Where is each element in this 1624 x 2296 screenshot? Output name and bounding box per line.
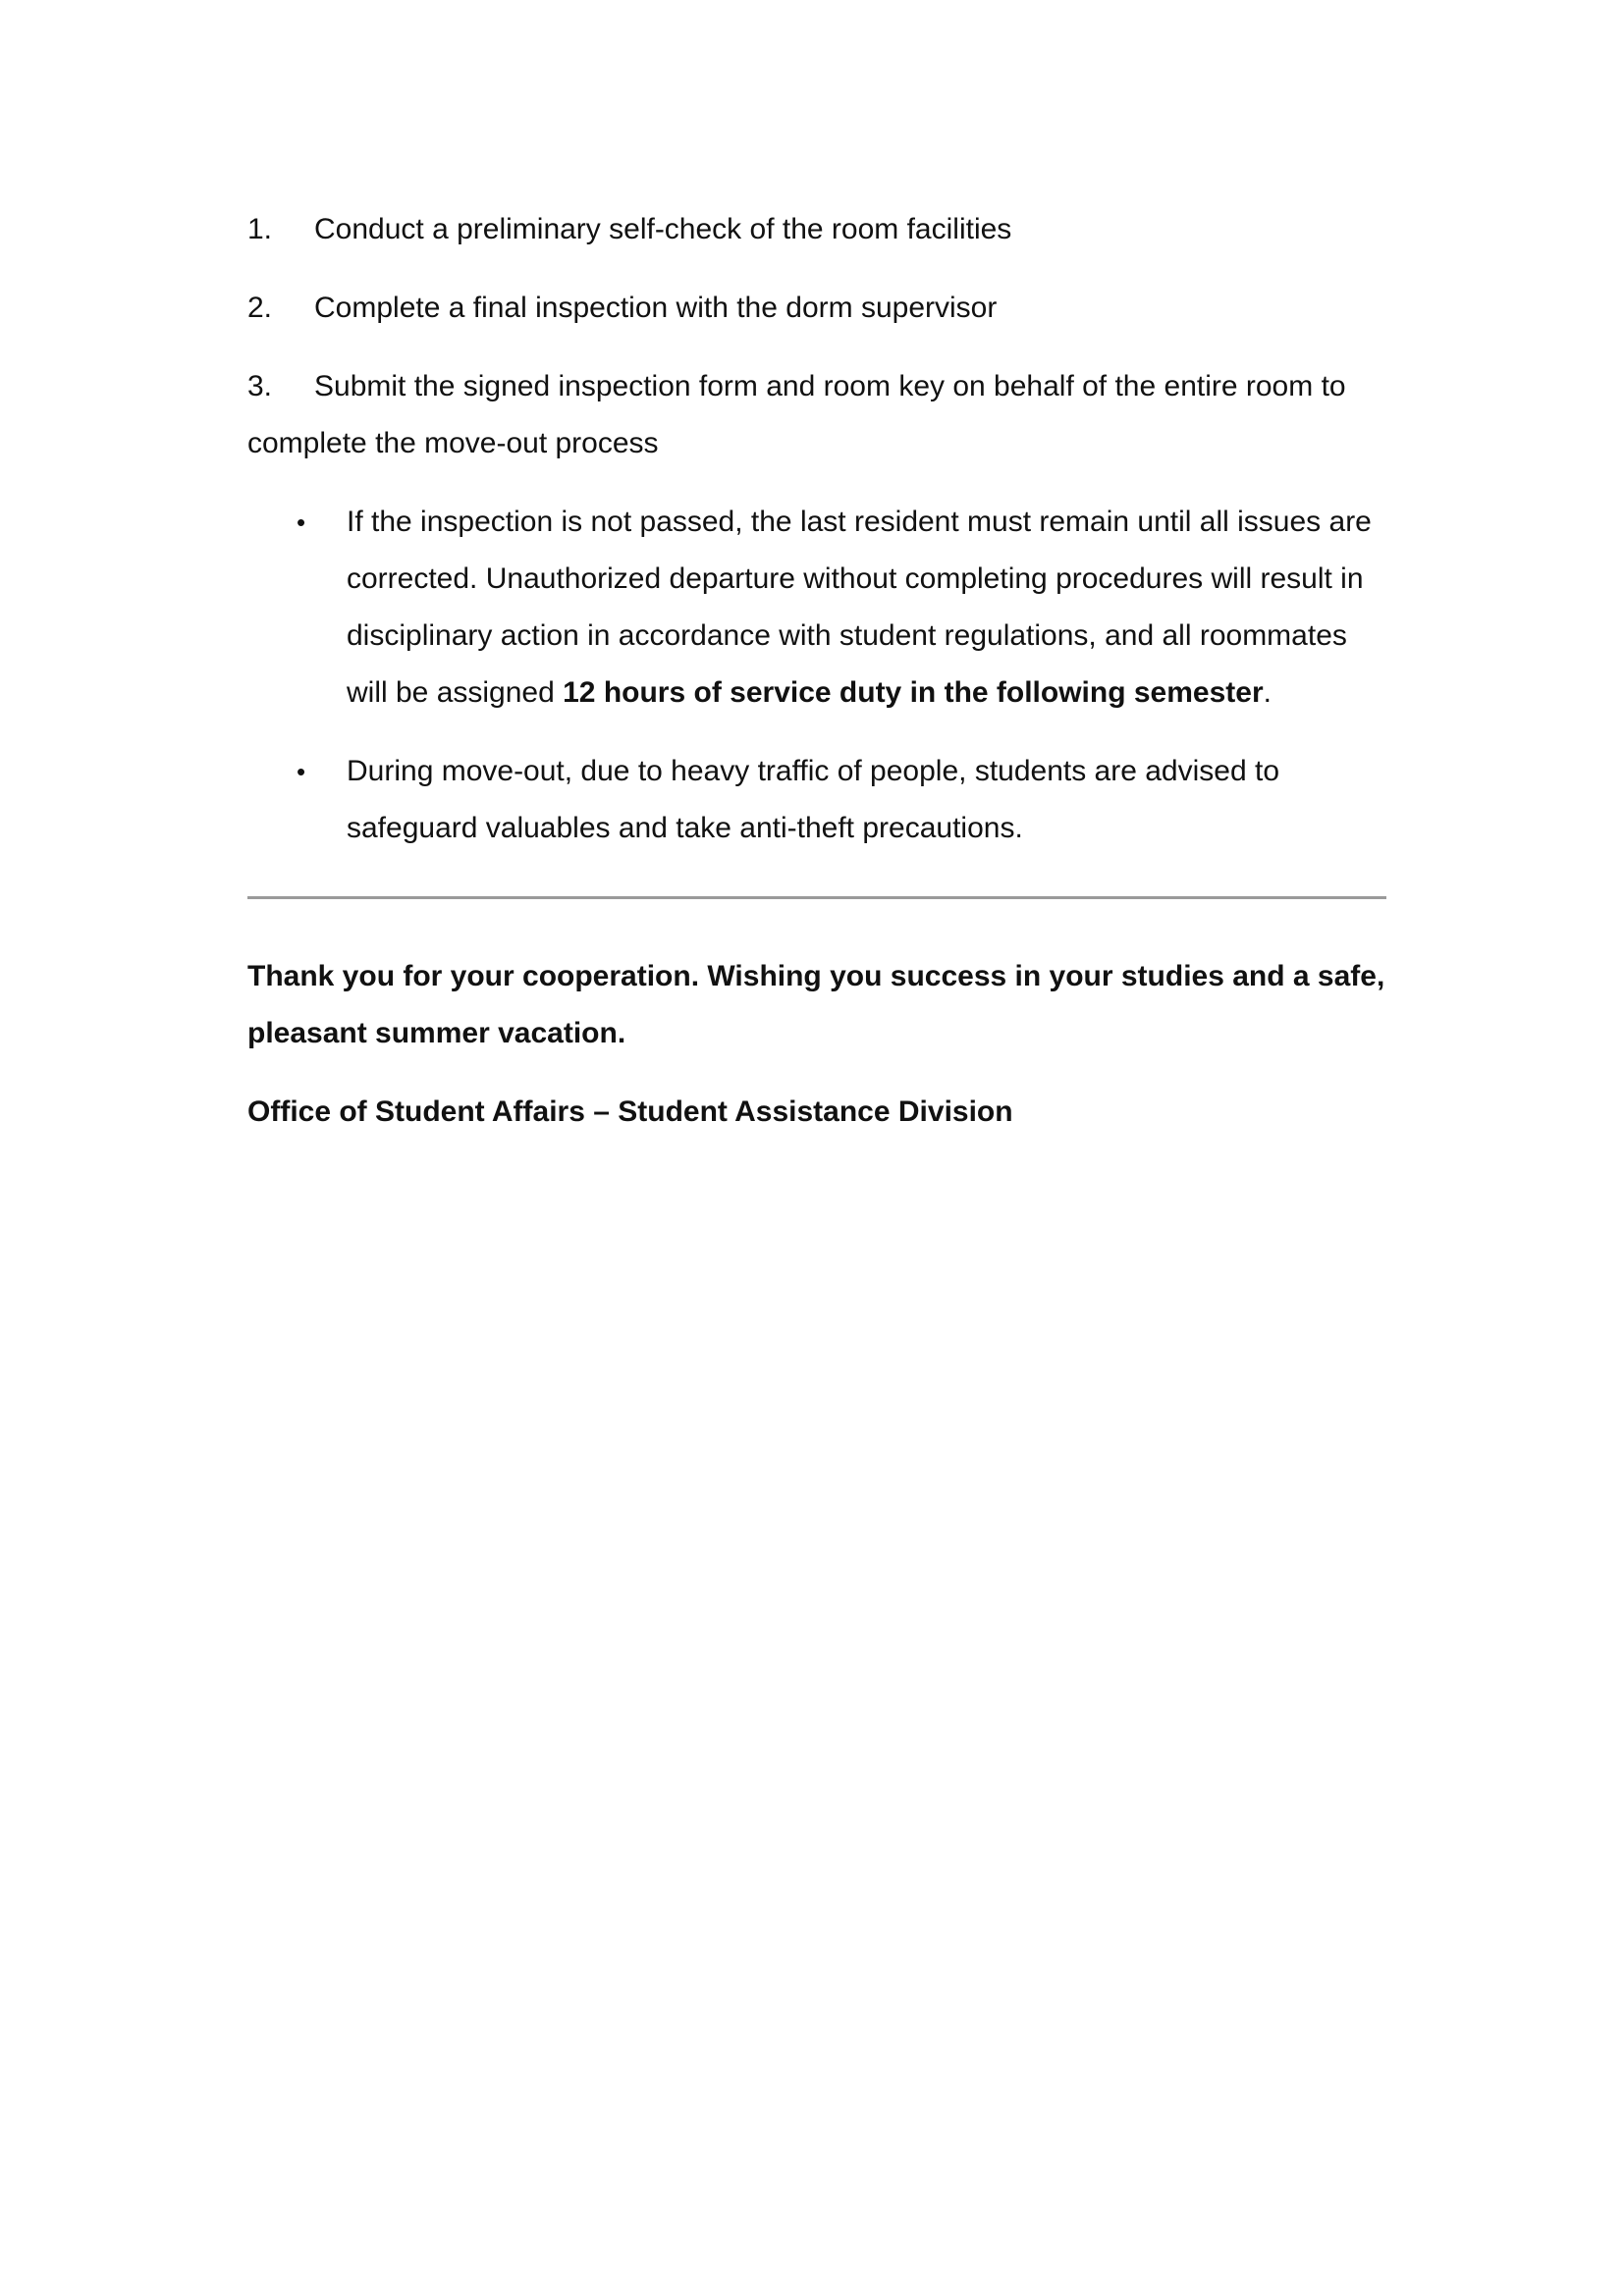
bullet-icon: • <box>297 757 306 786</box>
closing-message: Thank you for your cooperation. Wishing you success in your studies and a safe, pleasant summer vacation. <box>247 960 1385 1049</box>
step-text: Complete a final inspection with the dorm supervisor <box>314 292 998 324</box>
step-item-1 <box>247 201 1386 258</box>
step-item-3 <box>247 358 1386 472</box>
step-text: Conduct a preliminary self-check of the room facilities <box>314 213 1012 245</box>
note-emphasis: 12 hours of service duty in the following semester <box>563 676 1264 709</box>
step-number: 1. <box>247 213 273 245</box>
note-text-end: . <box>1263 676 1272 709</box>
bullet-icon: • <box>297 507 306 537</box>
note-item-valuables <box>247 743 1386 857</box>
note-item-inspection <box>247 494 1386 721</box>
step-text: Submit the signed inspection form and room key on behalf of the entire room to complete the move-out process <box>247 370 1346 459</box>
signature: Office of Student Affairs – Student Assistance Division <box>247 1095 1013 1128</box>
note-text: If the inspection is not passed, the last resident must remain until all issues are corrected. Unauthorized departure without completing procedures will result in disciplinary action in accordance with student regulations, and all roommates will be assigned <box>347 506 1372 709</box>
divider <box>247 896 1386 899</box>
step-number: 2. <box>247 292 273 324</box>
notes-list <box>247 494 1386 857</box>
document-page <box>247 201 1386 1141</box>
step-number: 3. <box>247 370 273 402</box>
step-item-2 <box>247 280 1386 337</box>
note-text: During move-out, due to heavy traffic of people, students are advised to safeguard valuables and take anti-theft precautions. <box>347 755 1280 844</box>
